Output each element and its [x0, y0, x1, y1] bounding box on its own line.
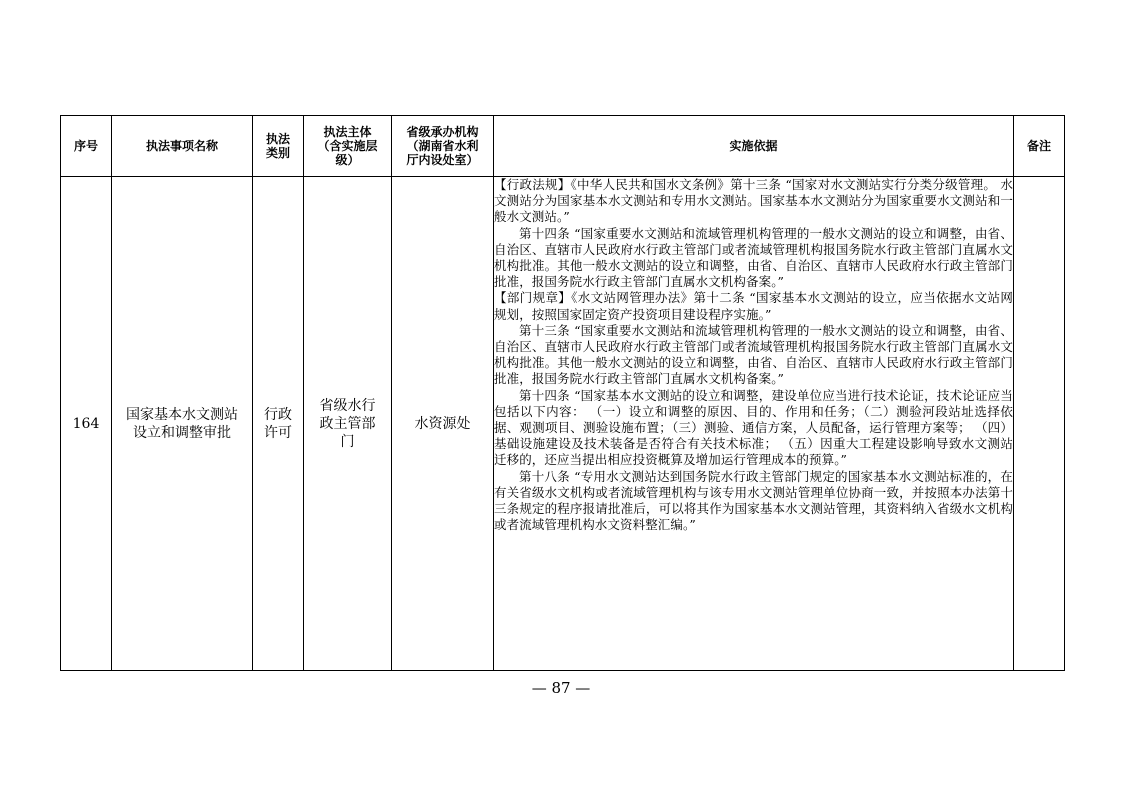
basis-paragraph: 第十八条 “专用水文测站达到国务院水行政主管部门规定的国家基本水文测站标准的，在有关省级水文机构或者流域管理机构与该专用水文测站管理单位协商一致，并按照本办法第十三条规定的程序报请批准后，可以将其作为国家基本水文测站管理，其资料纳入省级水文机构或者流域管理机构水文资料整汇编。” — [494, 468, 1013, 533]
header-category: 执法 类别 — [253, 116, 304, 177]
page-number: — 87 — — [531, 679, 591, 697]
header-basis: 实施依据 — [494, 116, 1014, 177]
table-row — [61, 177, 1065, 671]
basis-paragraph: 【行政法规】《中华人民共和国水文条例》第十三条 “国家对水文测站实行分类分级管理。 水文测站分为国家基本水文测站和专用水文测站。国家基本水文测站分为国家重要水文测站和一般水文测站。” — [494, 177, 1013, 225]
cell-remark — [1014, 177, 1065, 671]
cell-name: 国家基本水文测站设立和调整审批 — [112, 177, 253, 671]
cell-office: 水资源处 — [392, 177, 494, 671]
basis-paragraph: 【部门规章】《水文站网管理办法》第十二条 “国家基本水文测站的设立，应当依据水文站网规划，按照国家固定资产投资项目建设程序实施。” — [494, 290, 1013, 322]
header-row — [61, 116, 1065, 177]
header-subject: 执法主体 （含实施层 级） — [304, 116, 392, 177]
basis-paragraph: 第十三条 “国家重要水文测站和流域管理机构管理的一般水文测站的设立和调整，由省、自治区、直辖市人民政府水行政主管部门或者流域管理机构报国务院水行政主管部门直属水文机构批准。其他一般水文测站的设立和调整，由省、自治区、直辖市人民政府水行政主管部门批准，报国务院水行政主管部门直属水文机构备案。” — [494, 322, 1013, 387]
cell-basis — [494, 177, 1014, 671]
cell-seq: 164 — [61, 177, 112, 671]
header-name: 执法事项名称 — [112, 116, 253, 177]
basis-paragraph: 第十四条 “国家基本水文测站的设立和调整，建设单位应当进行技术论证，技术论证应当包括以下内容： （一）设立和调整的原因、目的、作用和任务；（二）测验河段站址选择依据、观测项目、测验设施布置；（三）测验、通信方案，人员配备，运行管理方案等； （四）基础设施建设及技术装备是否符合有关技术标准； （五）因重大工程建设影响导致水文测站迁移的，还应当提出相应投资概算及增加运行管理成本的预算。” — [494, 387, 1013, 468]
cell-subject: 省级水行 政主管部 门 — [304, 177, 392, 671]
header-seq: 序号 — [61, 116, 112, 177]
basis-paragraph: 第十四条 “国家重要水文测站和流域管理机构管理的一般水文测站的设立和调整，由省、自治区、直辖市人民政府水行政主管部门或者流域管理机构报国务院水行政主管部门直属水文机构批准。其他一般水文测站的设立和调整，由省、自治区、直辖市人民政府水行政主管部门批准，报国务院水行政主管部门直属水文机构备案。” — [494, 225, 1013, 290]
enforcement-table — [60, 115, 1065, 671]
header-remark: 备注 — [1014, 116, 1065, 177]
header-office: 省级承办机构 （湖南省水利 厅内设处室） — [392, 116, 494, 177]
cell-category: 行政 许可 — [253, 177, 304, 671]
